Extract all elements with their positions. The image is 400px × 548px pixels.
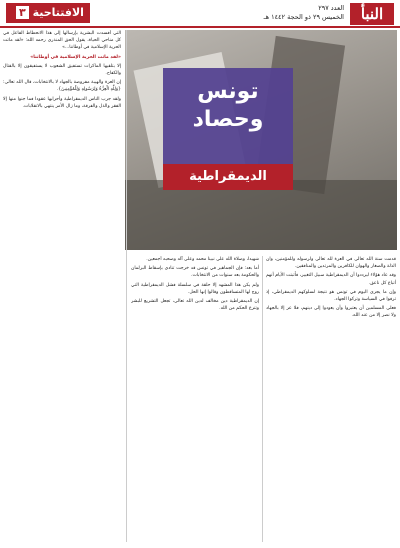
paragraph: إن العزة والهيبة مفروضة بالجهاد لا بالانتخابات، قال الله تعالى: {وَلِلَّهِ الْعِزَّةُ وَلِرَسُولِهِ وَلِلْمُؤْمِنِينَ}.: [3, 80, 121, 93]
page-header: [0, 0, 400, 26]
paragraph: أما بعد: فإن الجماهير في تونس قد خرجت تنادي بإسقاط البرلمان والحكومة بعد سنوات من الانتخابات.: [131, 266, 259, 279]
article-column-right: [266, 256, 396, 542]
column-divider: [262, 256, 263, 542]
page-number: ٣: [16, 6, 29, 19]
title-line-2: وحصاد: [192, 107, 264, 132]
title-line-3: الديمقراطية: [163, 164, 293, 190]
title-line-1: تونس: [197, 79, 259, 104]
article-column-middle: [131, 256, 259, 542]
paragraph: قدمت سنة الله تعالى في العزة لله تعالى ولرسوله وللمؤمنين، وان الذلة والصغار والهوان للكافرين والمرتدين والمنافقين.: [266, 257, 396, 270]
paragraph: التي أفسدت البشرية بإرسالها إلى هذا الانحطاط الفاعل في كل مناحي الحياة، يقول الحق المنذري رحمه الله: «لقد ماتت الحرية الإسلامية في أوطاننا...»: [3, 31, 121, 51]
paragraph: شهيدا، وصلاة الله على نبينا محمد وعلى آله وصحبه أجمعين.: [146, 257, 259, 262]
section-label: [6, 3, 90, 23]
section-title: الافتتاحية: [32, 6, 84, 19]
photo-ground-shape: [125, 180, 397, 250]
paragraph: فعلى المسلمين أن يعتبروا وأن يعودوا إلى دينهم، فلا عز إلا بالجهاد ولا نصر إلا من عند الله.: [266, 306, 396, 319]
article-title-box: [163, 68, 293, 190]
paragraph: إلا بتلقيها الماكرات تستفيق الشعوب لا يستفيقون إلا بالقتال والكفاح.: [3, 63, 121, 77]
column-divider: [126, 30, 127, 542]
issue-info: [264, 4, 344, 22]
header-rule: [0, 26, 400, 28]
paragraph: إن الديمقراطية دين مخالف لدين الله تعالى، تجعل التشريع للبشر وتنزع الحكم من الله.: [131, 299, 259, 312]
paragraph: ولقد جرب الناس الديمقراطية وأحزابها عقودا فما جنوا منها إلا الفقر والذل والفرقة، وما زال الأمر ينتهي بالانقلابات.: [3, 96, 121, 109]
paragraph: وإن ما يجري اليوم في تونس هو نتيجة لسلوكهم الديمقراطي، إذ ترفوا في السياسة وتركوا الجهاد.: [266, 289, 396, 303]
issue-date: الخميس ٢٩ ذو الحجة ١٤٤٢ هـ: [263, 13, 344, 21]
newspaper-logo: النبأ: [350, 3, 394, 25]
paragraph: ولم يكن هذا المشهد إلا حلقة في سلسلة فشل الديمقراطية التي روج لها المتساقطون وقالوا إنها الحل.: [131, 282, 259, 295]
pull-quote: «لقد ماتت الحرية الإسلامية في أوطاننا»: [30, 54, 121, 60]
article-column-left: [3, 30, 121, 542]
paragraph: وقد عاد هؤلاء ليرددوا أن الديمقراطية سبيل التغيير، فأثبتت الأيام أنهم أتباع كل ناعق.: [266, 273, 396, 286]
issue-number: العدد ٢٩٧: [318, 4, 344, 12]
